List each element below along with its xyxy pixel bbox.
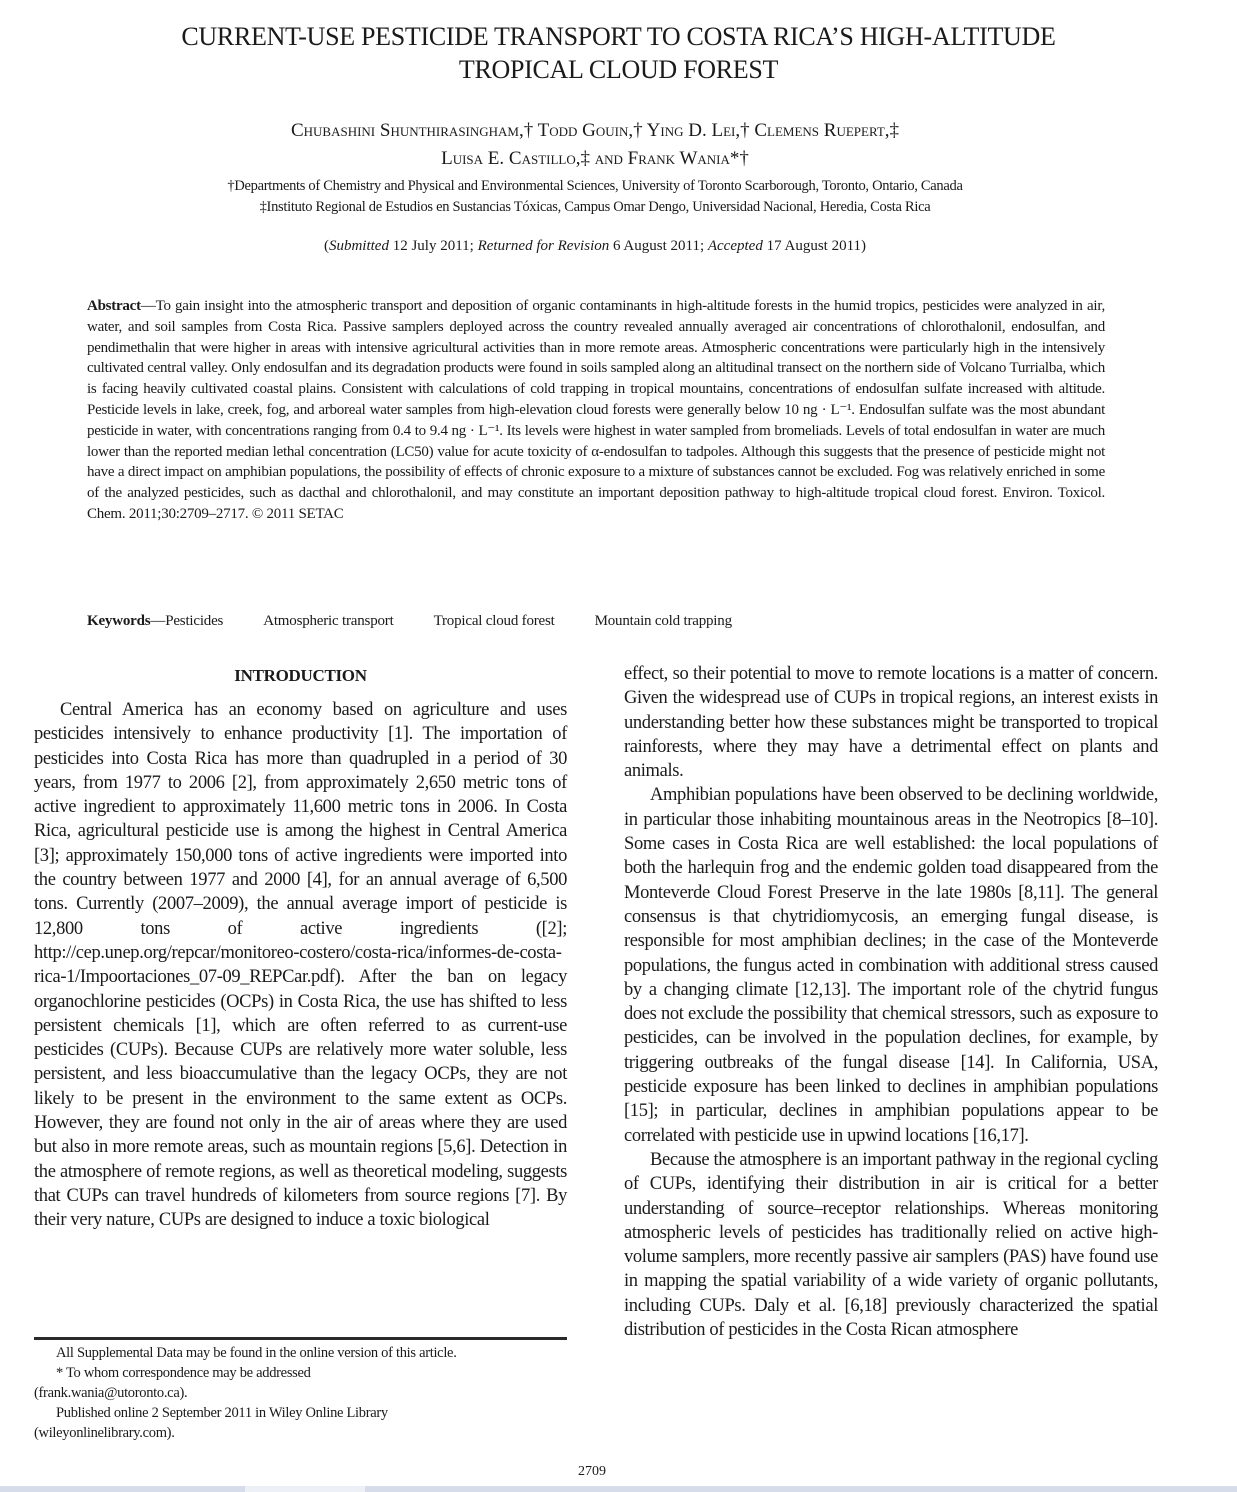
affiliations	[0, 176, 1190, 218]
submitted-label: Submitted	[328, 238, 389, 254]
body-paragraph-continuation: effect, so their potential to move to remote locations is a matter of concern. Given the widespread use of CUPs in tropical regions, an interest exists in understanding better how these substances might be transported to tropical rainforests, where they may have a detrimental effect on plants and animals.	[624, 664, 1158, 782]
affiliation-toronto: †Departments of Chemistry and Physical and Environmental Sciences, University of Toronto Scarborough, Toronto, Ontario, Canada	[227, 178, 963, 194]
author-list	[0, 117, 1190, 173]
keyword-item: Tropical cloud forest	[433, 613, 555, 629]
submitted-date: 12 July 2011;	[388, 238, 478, 254]
keyword-item: Atmospheric transport	[263, 613, 394, 629]
viewer-bottom-strip	[0, 1486, 1237, 1492]
body-paragraph: Amphibian populations have been observed to be declining worldwide, in particular those inhabiting mountainous areas in the Neotropics [8–10]. Some cases in Costa Rica are well established: the local populations of both the harlequin frog and the endemic golden toad disappeared from the Monteverde Cloud Forest Preserve in the late 1980s [8,11]. The general consensus is that chytridiomycosis, an emerging fungal disease, is responsible for most amphibian declines; in the case of the Monteverde populations, the fungus acted in combination with additional stress caused by a changing climate [12,13]. The important role of the chytrid fungus does not exclude the possibility that chemical stressors, such as exposure to pesticides, can be involved in the population declines, for example, by triggering outbreaks of the fungal disease [14]. In California, USA, pesticide exposure has been linked to declines in amphibian populations [15]; in particular, declines in amphibian populations appear to be correlated with pesticide use in upwind locations [16,17].	[624, 785, 1158, 1146]
left-column	[34, 662, 567, 1233]
footnote-library: (wileyonlinelibrary.com).	[34, 1425, 175, 1441]
dates-open-paren: (	[323, 238, 329, 254]
footnote-email: (frank.wania@utoronto.ca).	[34, 1385, 188, 1401]
body-paragraph: Central America has an economy based on agriculture and uses pesticides intensively to enhance productivity [1]. The importation of pesticides into Costa Rica has more than quadrupled in a period of 30 years, from 1977 to 2006 [2], from approximately 2,650 metric tons of active ingredient to approximately 11,600 metric tons in 2006. In Costa Rica, agricultural pesticide use is among the highest in Central America [3]; approximately 150,000 tons of active ingredients were imported into the country between 1977 and 2000 [4], for an annual average of 6,500 tons. Currently (2007–2009), the annual average import of pesticide is 12,800 tons of active ingredients ([2]; http://cep.unep.org/repcar/monitoreo-costero/costa-rica/informes-de-costa-rica-1/Impoortaciones_07-09_REPCar.pdf). After the ban on legacy organochlorine pesticides (OCPs) in Costa Rica, the use has shifted to less persistent chemicals [1], which are often referred to as current-use pesticides (CUPs). Because CUPs are relatively more water soluble, less persistent, and less bioaccumulative than the legacy OCPs, they are not likely to be present in the environment to the same extent as OCPs. However, they are found not only in the air of areas where they are used but also in more remote areas, such as mountain regions [5,6]. Detection in the atmosphere of remote regions, as well as theoretical modeling, suggests that CUPs can travel hundreds of kilometers from source regions [7]. By their very nature, CUPs are designed to induce a toxic biological	[34, 700, 567, 1231]
keyword-item: Mountain cold trapping	[594, 613, 732, 629]
abstract	[87, 296, 1105, 525]
accepted-label: Accepted	[707, 238, 763, 254]
title-line-1: CURRENT-USE PESTICIDE TRANSPORT TO COSTA RICA’S HIGH-ALTITUDE	[181, 22, 1056, 51]
abstract-text: —To gain insight into the atmospheric transport and deposition of organic contaminants in high-altitude forests in the humid tropics, pesticides were analyzed in air, water, and soil samples from Costa Rica. Passive samplers deployed across the country revealed annually averaged air concentrations of chlorothalonil, endosulfan, and pendimethalin that were higher in areas with intensive agricultural activities than in more remote areas. Atmospheric concentrations were particularly high in the intensively cultivated central valley. Only endosulfan and its degradation products were found in soils sampled along an altitudinal transect on the northern side of Volcano Turrialba, which is facing heavily cultivated coastal plains. Consistent with calculations of cold trapping in tropical mountains, concentrations of endosulfan sulfate increased with altitude. Pesticide levels in lake, creek, fog, and arboreal water samples from high-elevation cloud forests were generally below 10 ng · L⁻¹. Endosulfan sulfate was the most abundant pesticide in water, with concentrations ranging from 0.4 to 9.4 ng · L⁻¹. Its levels were highest in water sampled from bromeliads. Levels of total endosulfan in water are much lower than the reported median lethal concentration (LC50) value for acute toxicity of α-endosulfan to tadpoles. Although this suggests that the presence of pesticide might not have a direct impact on amphibian populations, the possibility of effects of chronic exposure to a mixture of substances cannot be excluded. Fog was relatively enriched in some of the analyzed pesticides, such as dacthal and chlorothalonil, and may constitute an important deposition pathway to high-altitude tropical cloud forest. Environ. Toxicol. Chem. 2011;30:2709–2717. © 2011 SETAC	[87, 298, 1105, 522]
paper-title	[0, 20, 1237, 86]
keywords	[87, 611, 772, 631]
accepted-date: 17 August 2011)	[762, 238, 867, 254]
authors-line-1: Chubashini Shunthirasingham,† Todd Gouin,† Ying D. Lei,† Clemens Ruepert,‡	[290, 120, 900, 141]
page-number: 2709	[578, 1464, 606, 1479]
submission-dates	[0, 236, 1190, 256]
body-paragraph: Because the atmosphere is an important pathway in the regional cycling of CUPs, identifying their distribution in air is critical for a better understanding of source–receptor relationships. Whereas monitoring atmospheric levels of pesticides has traditionally relied on active high-volume samplers, more recently passive air samplers (PAS) have found use in mapping the spatial variability of a wide variety of organic pollutants, including CUPs. Daly et al. [6,18] previously characterized the spatial distribution of pesticides in the Costa Rican atmosphere	[624, 1149, 1158, 1341]
footnote-correspondence: * To whom correspondence may be addressed	[56, 1365, 311, 1381]
abstract-label: Abstract	[87, 298, 141, 314]
footnote-published: Published online 2 September 2011 in Wiley Online Library	[56, 1405, 388, 1421]
right-column	[624, 662, 1158, 1342]
authors-line-2: Luisa E. Castillo,‡ and Frank Wania*†	[441, 148, 749, 169]
section-heading-introduction: INTRODUCTION	[234, 666, 367, 685]
revision-date: 6 August 2011;	[609, 238, 708, 254]
revision-label: Returned for Revision	[477, 238, 610, 254]
viewer-strip-segment	[245, 1486, 365, 1492]
footnote-supplemental: All Supplemental Data may be found in the online version of this article.	[56, 1345, 457, 1361]
footnotes	[34, 1343, 574, 1443]
title-line-2: TROPICAL CLOUD FOREST	[458, 55, 779, 84]
footnote-divider	[34, 1337, 567, 1340]
keywords-label: Keywords	[87, 613, 151, 629]
keyword-item: —Pesticides	[150, 613, 224, 629]
affiliation-costa-rica: ‡Instituto Regional de Estudios en Sustancias Tóxicas, Campus Omar Dengo, Universidad Nacional, Heredia, Costa Rica	[259, 199, 931, 215]
